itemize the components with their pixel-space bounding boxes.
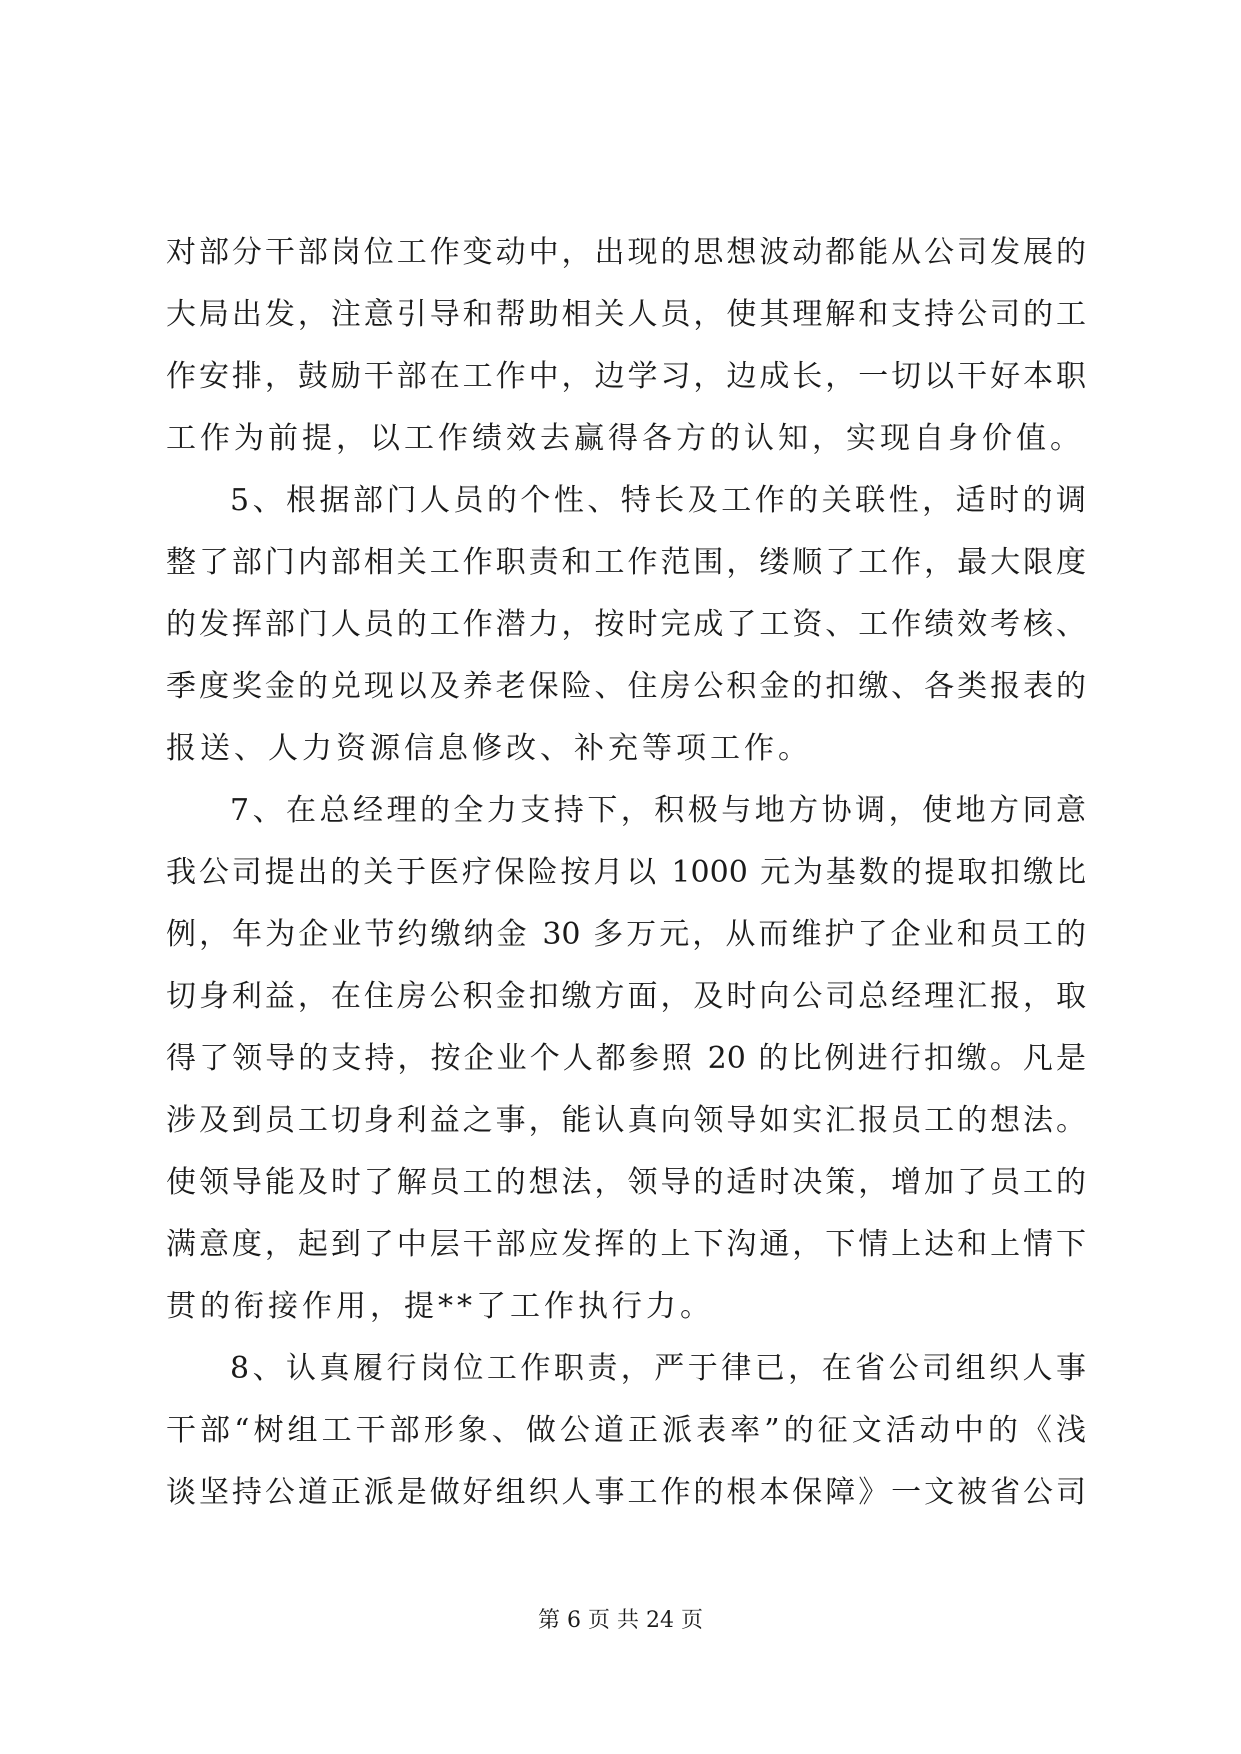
text-line: 得了领导的支持，按企业个人都参照 20 的比例进行扣缴。凡是 — [166, 1041, 1086, 1076]
text-line: 我公司提出的关于医疗保险按月以 1000 元为基数的提取扣缴比 — [166, 855, 1086, 890]
paragraph-7-first-line: 7、在总经理的全力支持下，积极与地方协调，使地方同意 — [230, 793, 1086, 828]
text-line: 整了部门内部相关工作职责和工作范围，缕顺了工作，最大限度 — [166, 545, 1086, 580]
text-line: 的发挥部门人员的工作潜力，按时完成了工资、工作绩效考核、 — [166, 607, 1086, 642]
text-line: 对部分干部岗位工作变动中，出现的思想波动都能从公司发展的 — [166, 235, 1086, 270]
text-line: 贯的衔接作用，提**了工作执行力。 — [166, 1289, 714, 1324]
text-line: 谈坚持公道正派是做好组织人事工作的根本保障》一文被省公司 — [166, 1475, 1086, 1510]
text-line: 作安排，鼓励干部在工作中，边学习，边成长，一切以干好本职 — [166, 359, 1086, 394]
text-line: 报送、人力资源信息修改、补充等项工作。 — [166, 731, 812, 766]
paragraph-8-first-line: 8、认真履行岗位工作职责，严于律已，在省公司组织人事 — [230, 1351, 1086, 1386]
paragraph-5-first-line: 5、根据部门人员的个性、特长及工作的关联性，适时的调 — [230, 483, 1086, 518]
text-line: 涉及到员工切身利益之事，能认真向领导如实汇报员工的想法。 — [166, 1103, 1086, 1138]
text-line: 满意度，起到了中层干部应发挥的上下沟通，下情上达和上情下 — [166, 1227, 1086, 1262]
text-line: 季度奖金的兑现以及养老保险、住房公积金的扣缴、各类报表的 — [166, 669, 1086, 704]
page-number-footer: 第 6 页 共 24 页 — [538, 1608, 703, 1633]
text-line: 干部“树组工干部形象、做公道正派表率”的征文活动中的《浅 — [166, 1413, 1086, 1448]
text-line: 使领导能及时了解员工的想法，领导的适时决策，增加了员工的 — [166, 1165, 1086, 1200]
text-line: 工作为前提，以工作绩效去赢得各方的认知，实现自身价值。 — [166, 421, 1084, 456]
text-line: 切身利益，在住房公积金扣缴方面，及时向公司总经理汇报，取 — [166, 979, 1086, 1014]
text-line: 例，年为企业节约缴纳金 30 多万元，从而维护了企业和员工的 — [166, 917, 1086, 952]
text-line: 大局出发，注意引导和帮助相关人员，使其理解和支持公司的工 — [166, 297, 1086, 332]
